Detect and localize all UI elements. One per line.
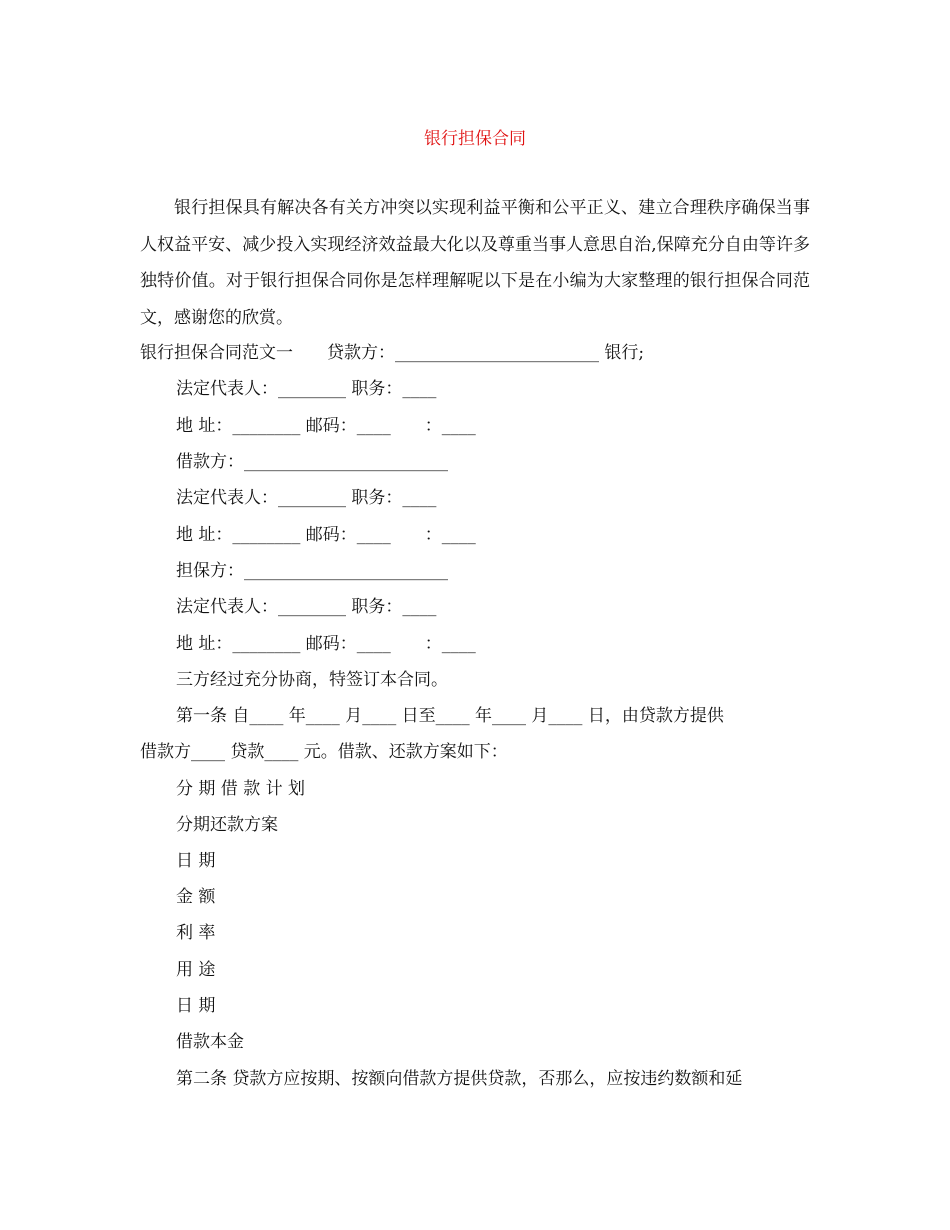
table-label-amount: 金 额 <box>176 887 216 907</box>
document-title: 银行担保合同 <box>424 129 526 149</box>
article-one-line-2: 借款方____ 贷款____ 元。借款、还款方案如下： <box>140 742 508 762</box>
guarantor-address-line: 地 址：________ 邮码：____ ：____ <box>176 634 476 654</box>
repayment-plan-heading: 分期还款方案 <box>176 815 278 835</box>
guarantor-representative-line: 法定代表人：________ 职务：____ <box>176 597 437 617</box>
table-label-date: 日 期 <box>176 851 216 871</box>
table-label-principal: 借款本金 <box>176 1032 244 1052</box>
article-two-line-1: 第二条 贷款方应按期、按额向借款方提供贷款，否那么，应按违约数额和延 <box>176 1069 743 1089</box>
lender-line: 银行担保合同范文一 贷款方：________________________ 银行; <box>140 343 645 363</box>
article-one-line-1: 第一条 自____ 年____ 月____ 日至____ 年____ 月____ 日，由贷款方提供 <box>176 706 724 726</box>
agreement-statement: 三方经过充分协商，特签订本合同。 <box>176 670 448 690</box>
table-label-rate: 利 率 <box>176 923 216 943</box>
borrower-address-line: 地 址：________ 邮码：____ ：____ <box>176 525 476 545</box>
lender-address-line: 地 址：________ 邮码：____ ：____ <box>176 416 476 436</box>
installment-plan-heading: 分 期 借 款 计 划 <box>176 779 306 799</box>
intro-paragraph: 银行担保具有解决各有关方冲突以实现利益平衡和公平正义、建立合理秩序确保当事人权益平安、减少投入实现经济效益最大化以及尊重当事人意思自治,保障充分自由等许多独特价值。对于银行担保合同你是怎样理解呢以下是在小编为大家整理的银行担保合同范文，感谢您的欣赏。 <box>140 198 810 328</box>
borrower-representative-line: 法定代表人：________ 职务：____ <box>176 488 437 508</box>
borrower-line: 借款方：________________________ <box>176 452 448 472</box>
table-label-date-2: 日 期 <box>176 996 216 1016</box>
guarantor-line: 担保方：________________________ <box>176 561 448 581</box>
lender-representative-line: 法定代表人：________ 职务：____ <box>176 379 437 399</box>
table-label-purpose: 用 途 <box>176 960 216 980</box>
